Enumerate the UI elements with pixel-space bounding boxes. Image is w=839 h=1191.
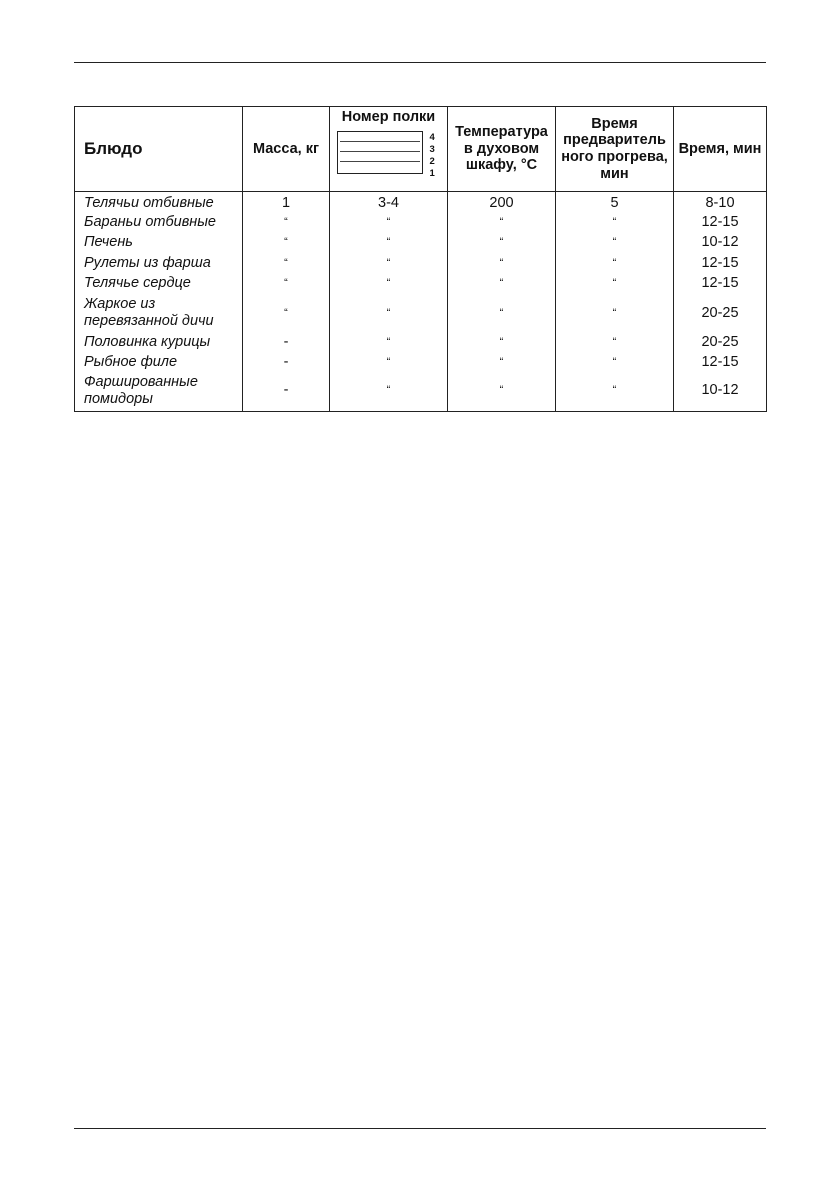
oven-shelf-diagram [337,131,441,178]
time-value: 12-15 [674,353,767,374]
mass-value: - [243,373,330,411]
preheat-value: “ [556,332,674,353]
dish-name: Бараньи отбивные [75,212,243,233]
table-row [75,212,767,233]
shelf-number-1: 1 [429,167,435,179]
dish-name: Рыбное филе [75,353,243,374]
table-row [75,353,767,374]
mass-value: 1 [243,192,330,213]
shelf-number-4: 4 [429,131,435,143]
dish-name: Жаркое из перевязанной дичи [75,294,243,332]
mass-value: “ [243,253,330,274]
preheat-value: “ [556,212,674,233]
preheat-value: “ [556,253,674,274]
temperature-value: “ [448,212,556,233]
mass-value: - [243,353,330,374]
header-shelf [330,107,448,192]
temperature-value: “ [448,294,556,332]
shelf-value: “ [330,353,448,374]
time-value: 10-12 [674,233,767,254]
shelf-value: “ [330,233,448,254]
table-row [75,253,767,274]
header-dish: Блюдо [75,107,243,192]
temperature-value: “ [448,332,556,353]
mass-value: “ [243,212,330,233]
temperature-value: “ [448,274,556,295]
temperature-value: “ [448,253,556,274]
cooking-table [74,106,767,412]
footer-rule [74,1128,766,1129]
table-row [75,274,767,295]
time-value: 12-15 [674,212,767,233]
preheat-value: 5 [556,192,674,213]
table-row [75,192,767,213]
table-row [75,332,767,353]
header-shelf-label: Номер полки [341,109,436,125]
header-mass: Масса, кг [243,107,330,192]
header-temperature: Температура в духовом шкафу, °С [448,107,556,192]
mass-value: - [243,332,330,353]
table-row [75,233,767,254]
time-value: 12-15 [674,274,767,295]
oven-cavity-outline [337,131,423,174]
shelf-line-3 [340,151,420,152]
shelf-value: “ [330,253,448,274]
preheat-value: “ [556,294,674,332]
time-value: 20-25 [674,294,767,332]
header-preheat: Время предваритель ного прогрева, мин [556,107,674,192]
preheat-value: “ [556,373,674,411]
preheat-value: “ [556,274,674,295]
dish-name: Телячье сердце [75,274,243,295]
preheat-value: “ [556,233,674,254]
dish-name: Телячьи отбивные [75,192,243,213]
header-time: Время, мин [674,107,767,192]
time-value: 10-12 [674,373,767,411]
shelf-line-2 [340,161,420,162]
shelf-value: “ [330,332,448,353]
table-row [75,373,767,411]
preheat-value: “ [556,353,674,374]
shelf-number-3: 3 [429,143,435,155]
dish-name: Половинка курицы [75,332,243,353]
mass-value: “ [243,233,330,254]
temperature-value: “ [448,353,556,374]
time-value: 20-25 [674,332,767,353]
time-value: 8-10 [674,192,767,213]
dish-name: Фаршированные помидоры [75,373,243,411]
shelf-value: “ [330,294,448,332]
mass-value: “ [243,294,330,332]
shelf-value: “ [330,373,448,411]
mass-value: “ [243,274,330,295]
shelf-line-4 [340,141,420,142]
shelf-number-2: 2 [429,155,435,167]
dish-name: Рулеты из фарша [75,253,243,274]
temperature-value: “ [448,373,556,411]
time-value: 12-15 [674,253,767,274]
table-row [75,294,767,332]
header-rule [74,62,766,63]
temperature-value: 200 [448,192,556,213]
dish-name: Печень [75,233,243,254]
shelf-value: “ [330,212,448,233]
shelf-value: 3-4 [330,192,448,213]
shelf-value: “ [330,274,448,295]
table-header-row [75,107,767,192]
temperature-value: “ [448,233,556,254]
